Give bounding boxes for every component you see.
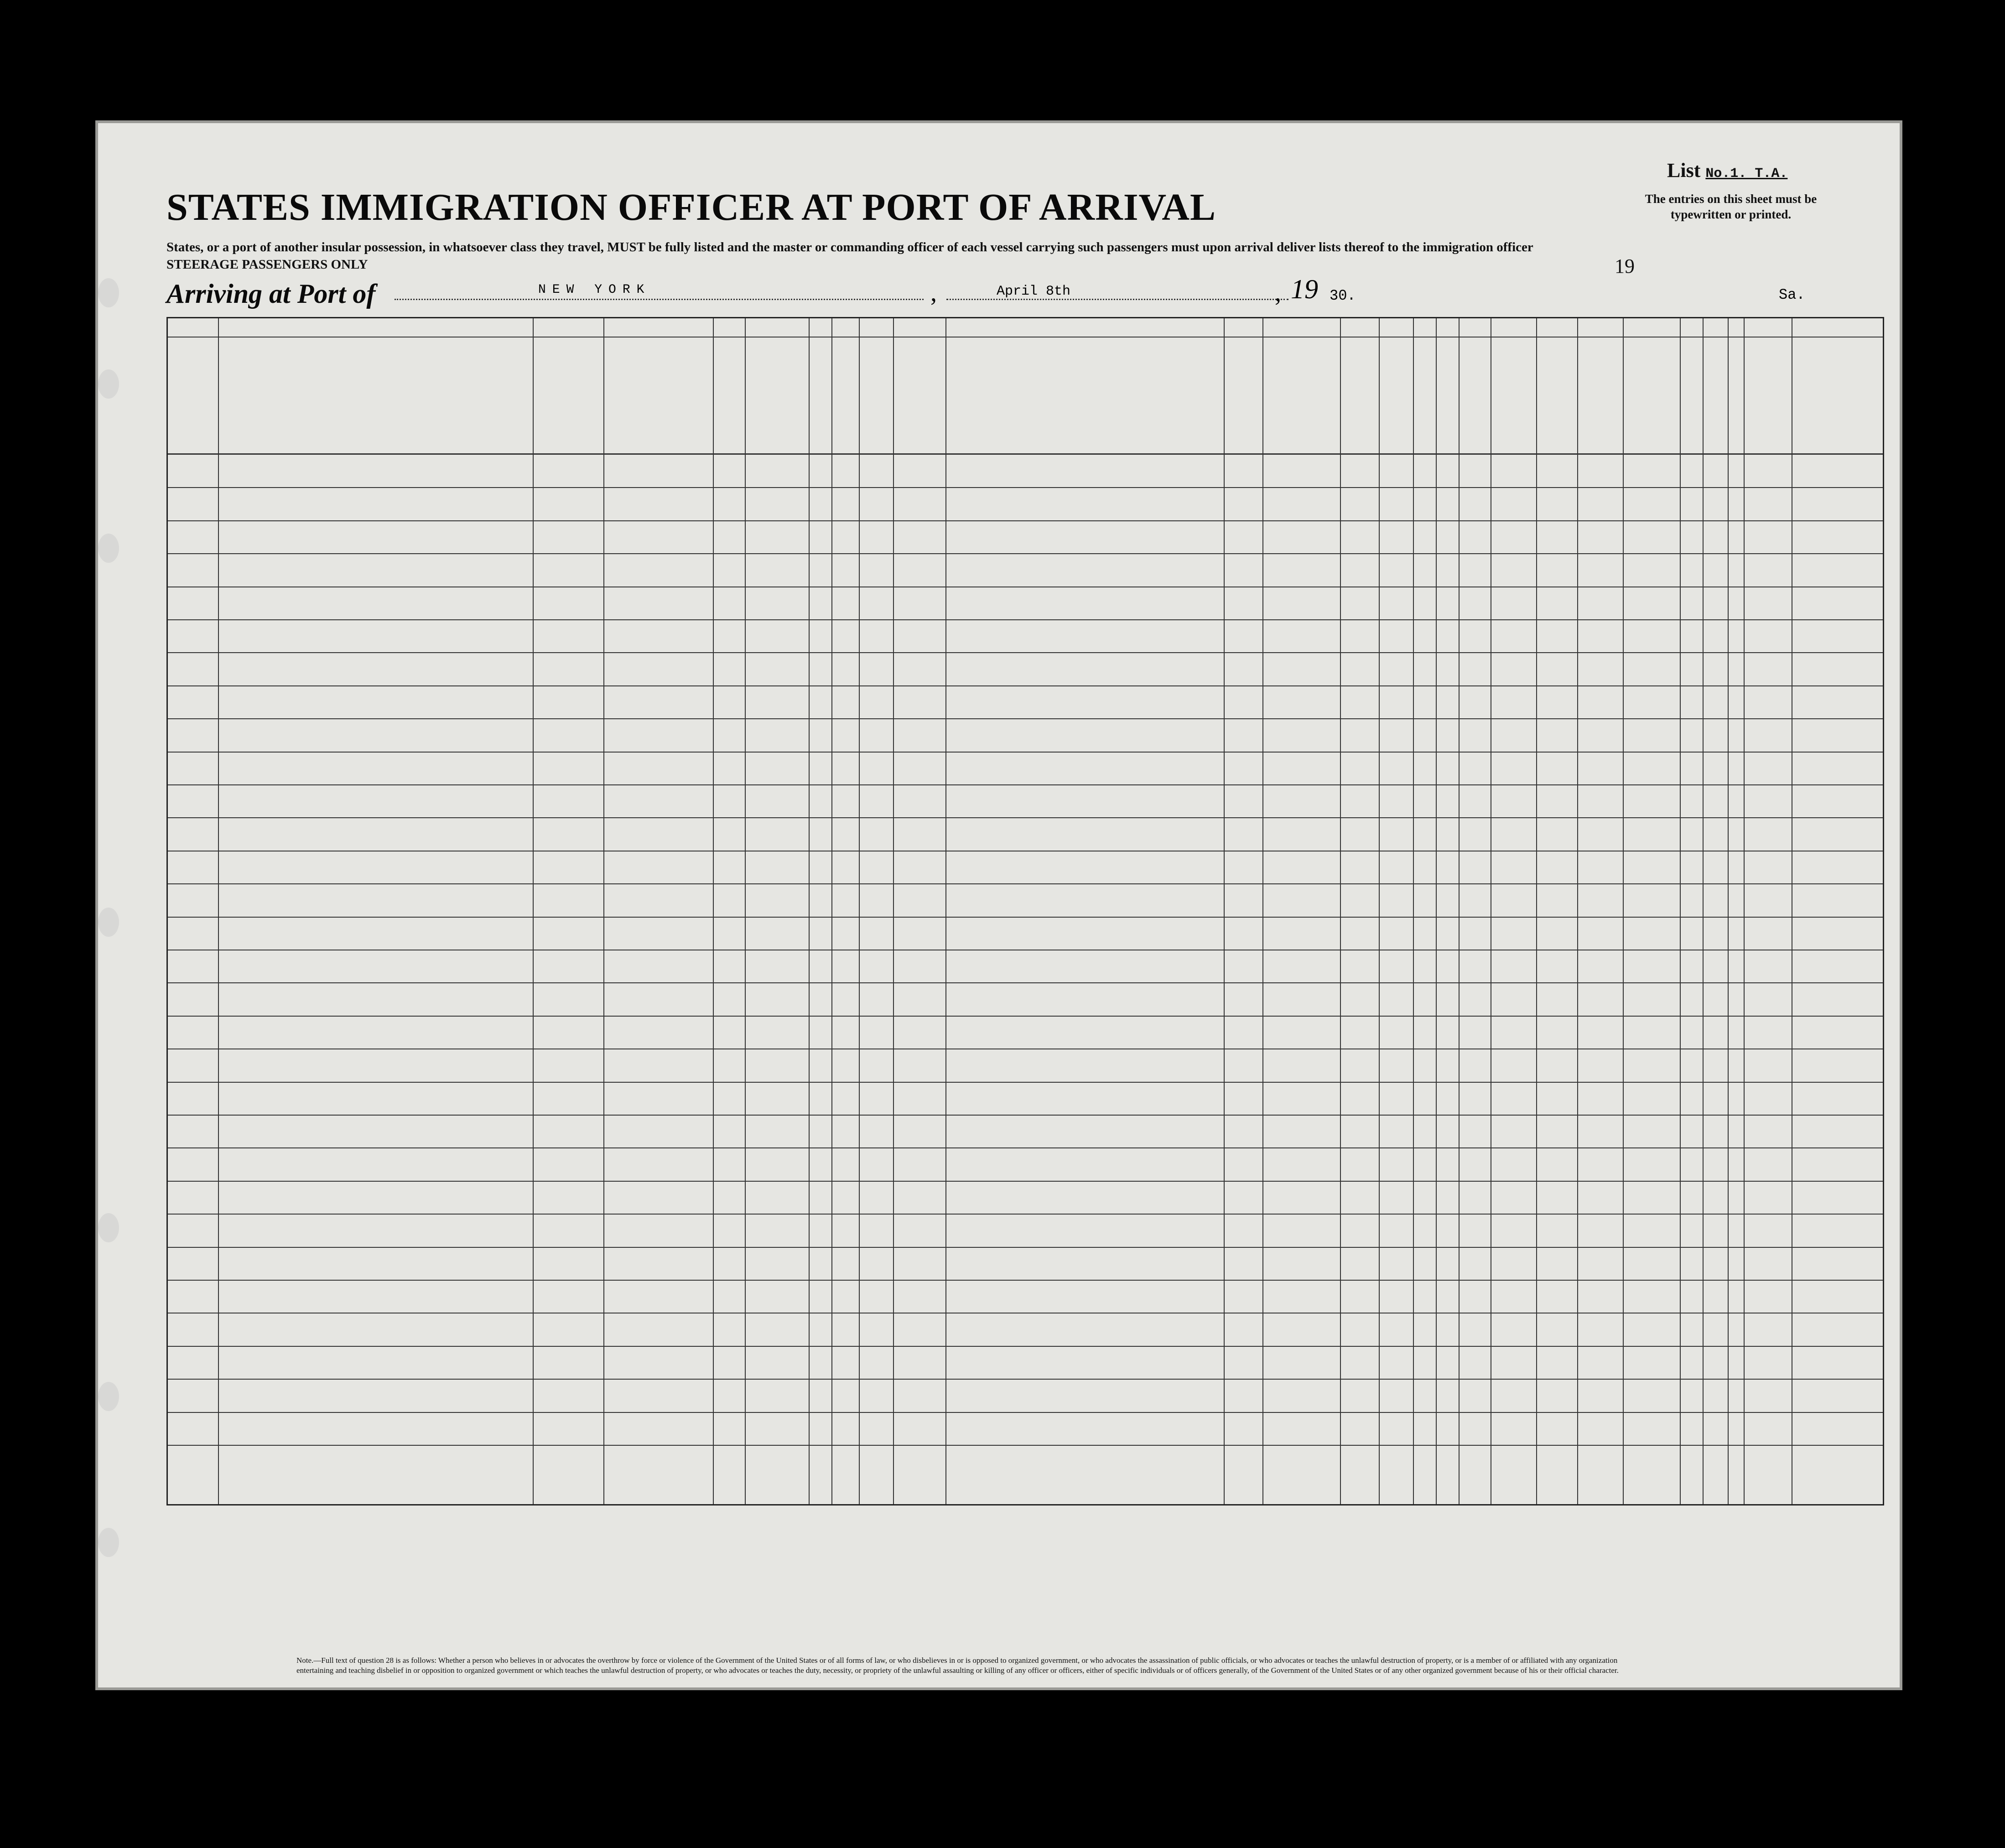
arrival-date: April 8th [997, 284, 1071, 299]
row-rule [168, 652, 1883, 653]
column-rule [713, 318, 714, 1504]
row-rule [168, 685, 1883, 686]
column-rule [1340, 318, 1341, 1504]
row-rule [168, 1280, 1883, 1281]
page-title: STATES IMMIGRATION OFFICER AT PORT OF ARRIVAL [166, 186, 1216, 228]
header-steerage: STEERAGE PASSENGERS ONLY [166, 257, 368, 272]
row-rule [168, 1379, 1883, 1380]
row-rule [168, 1247, 1883, 1248]
binder-hole [98, 1213, 119, 1242]
row-rule [168, 1115, 1883, 1116]
row-rule [168, 718, 1883, 719]
list-number: List No.1. T.A. [1667, 159, 1788, 182]
binder-hole [98, 534, 119, 563]
row-rule [168, 619, 1883, 620]
comma: , [930, 279, 937, 307]
column-rule [1623, 318, 1624, 1504]
header-rule [168, 453, 1883, 455]
column-rule [831, 318, 832, 1504]
column-rule [1703, 318, 1704, 1504]
row-rule [168, 553, 1883, 554]
column-rule [1262, 318, 1263, 1504]
row-rule [168, 1082, 1883, 1083]
row-rule [168, 784, 1883, 785]
row-rule [168, 752, 1883, 753]
column-rule [1536, 318, 1537, 1504]
year-suffix: 30. [1330, 287, 1356, 304]
row-rule [168, 982, 1883, 983]
column-rule [809, 318, 810, 1504]
column-rule [1577, 318, 1578, 1504]
binder-hole [98, 908, 119, 937]
header-instructions: States, or a port of another insular possession, in whatsoever class they travel, MUST be fully listed and the master or commanding officer of each vessel carrying such passengers must upon arrival deliver lists thereof to the immigration officer [166, 240, 1533, 254]
row-rule [168, 883, 1883, 884]
manifest-table [166, 317, 1884, 1505]
row-rule [168, 487, 1883, 488]
comma: , [1275, 279, 1281, 307]
row-rule [168, 1214, 1883, 1215]
year-prefix: 19 [1291, 274, 1318, 304]
arriving-label: Arriving at Port of [166, 279, 376, 309]
row-rule [168, 817, 1883, 818]
column-rule [603, 318, 604, 1504]
port-value: NEW YORK [538, 283, 651, 297]
footer-note: Note.—Full text of question 28 is as follows: Whether a person who believes in or advocates the overthrow by force or violence of the Government of the United States or of all forms of law, or who disbelieves in or is opposed to organized government, or who advocates the assassination of public officials, or who advocates or teaches the unlawful destruction of property, or is a member of or affiliated with any organization entertaining and teaching disbelief in or opposition to organized government or which teaches the unlawful destruction of property, or who advocates or teaches the duty, necessity, or propriety of the unlawful assaulting or killing of any officer or officers, either of specific individuals or of officers generally, of the Government of the United States or of any other organized government because of his or their official character. [296, 1656, 1619, 1675]
row-rule [168, 1181, 1883, 1182]
column-rule [1379, 318, 1380, 1504]
binder-hole [98, 1382, 119, 1411]
column-rule [893, 318, 894, 1504]
binder-hole [98, 1528, 119, 1557]
entries-note: The entries on this sheet must be typewritten or printed. [1645, 192, 1817, 221]
binder-hole [98, 369, 119, 399]
page-number: 19 [1615, 255, 1635, 277]
column-rule [1459, 318, 1460, 1504]
row-rule [168, 1346, 1883, 1347]
binder-hole [98, 278, 119, 307]
column-rule [218, 318, 219, 1504]
list-value: No.1. T.A. [1705, 166, 1788, 182]
row-rule [168, 1412, 1883, 1413]
form-number: 14—480 [1430, 1705, 1451, 1712]
row-rule [168, 917, 1883, 918]
column-rule [1680, 318, 1681, 1504]
column-rule [859, 318, 860, 1504]
manifest-sheet [98, 123, 1900, 1712]
row-rule [168, 1445, 1883, 1446]
column-rule [1413, 318, 1414, 1504]
sa-label: Sa. [1779, 286, 1805, 303]
column-rule [745, 318, 746, 1504]
column-rule [533, 318, 534, 1504]
column-rule [1744, 318, 1745, 1504]
port-line [395, 299, 924, 300]
column-rule [1436, 318, 1437, 1504]
column-rule [945, 318, 946, 1504]
column-rule [1728, 318, 1729, 1504]
row-rule [168, 520, 1883, 521]
row-rule [168, 1016, 1883, 1017]
column-rule [1224, 318, 1225, 1504]
row-rule [168, 1147, 1883, 1148]
